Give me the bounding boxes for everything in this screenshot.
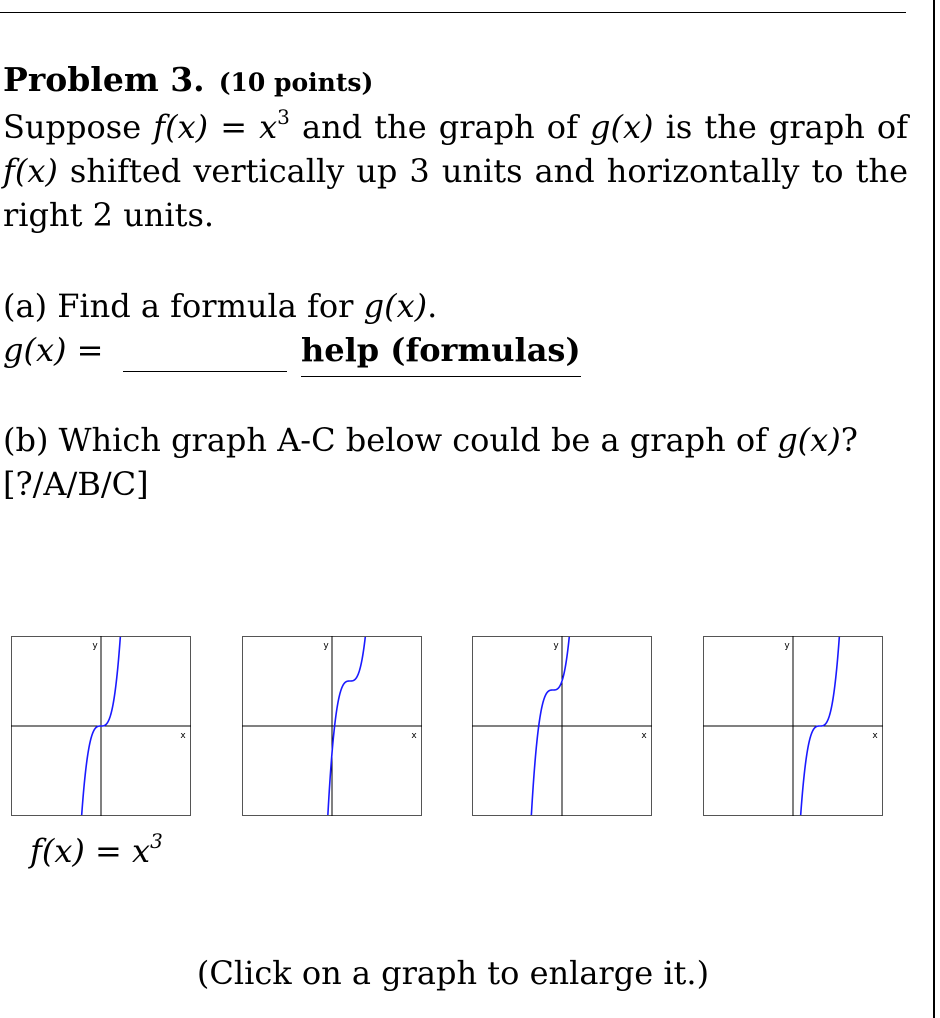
part-b-prompt [3, 418, 908, 462]
graph-svg [703, 636, 883, 816]
caption-equals: = [84, 832, 133, 870]
caption-x: x [132, 832, 151, 870]
part-a-prompt [3, 284, 581, 328]
math-g-def: g(x) [590, 108, 654, 146]
graph-choice-a[interactable] [242, 636, 422, 816]
math-exponent: 3 [277, 105, 290, 129]
part-a-answer-row [3, 328, 581, 377]
answer-input[interactable] [123, 335, 287, 372]
problem-header [3, 58, 908, 105]
x-axis-label: x [641, 731, 647, 741]
part-a-text: (a) Find a formula for [3, 287, 364, 325]
graph-f-original[interactable] [11, 636, 191, 816]
enlarge-note: (Click on a graph to enlarge it.) [196, 954, 710, 992]
part-b [3, 418, 908, 506]
caption-f: f(x) [30, 832, 85, 870]
statement-text-3: is the graph of [653, 108, 909, 146]
graph-choice-b[interactable] [472, 636, 652, 816]
page-right-border [933, 0, 935, 1018]
problem-block [3, 58, 908, 237]
graph-svg [472, 636, 652, 816]
statement-text-2: and the graph of [289, 108, 591, 146]
x-axis-label: x [180, 731, 186, 741]
graph-choice-c[interactable] [703, 636, 883, 816]
part-a-math: g(x) [363, 287, 428, 325]
part-b-math: g(x) [777, 421, 841, 459]
part-b-qmark: ? [840, 421, 858, 459]
graph-caption [30, 829, 163, 870]
part-a [3, 284, 581, 377]
math-f-def: f(x) [153, 108, 209, 146]
graph-svg [242, 636, 422, 816]
answer-choices-select[interactable]: [?/A/B/C] [3, 465, 149, 503]
statement-text-1: Suppose [3, 108, 154, 146]
y-axis-label: y [553, 641, 559, 651]
math-x: x [259, 108, 278, 146]
equals-sign: = [208, 108, 260, 146]
part-a-period: . [427, 287, 438, 325]
y-axis-label: y [92, 641, 98, 651]
statement-text-4: shifted vertically up 3 units and horizontally to the right 2 units. [3, 152, 908, 234]
graph-svg [11, 636, 191, 816]
y-axis-label: y [784, 641, 790, 651]
top-divider [0, 12, 906, 13]
problem-statement [3, 105, 908, 237]
x-axis-label: x [872, 731, 878, 741]
problem-title: Problem 3. [3, 60, 205, 99]
answer-label: g(x) = [3, 331, 104, 369]
problem-points: (10 points) [218, 68, 374, 97]
y-axis-label: y [323, 641, 329, 651]
caption-exponent: 3 [150, 829, 163, 853]
part-b-text: (b) Which graph A-C below could be a graph of [3, 421, 778, 459]
math-f-ref: f(x) [3, 152, 58, 190]
x-axis-label: x [411, 731, 417, 741]
help-formulas-link[interactable]: help (formulas) [301, 328, 581, 377]
